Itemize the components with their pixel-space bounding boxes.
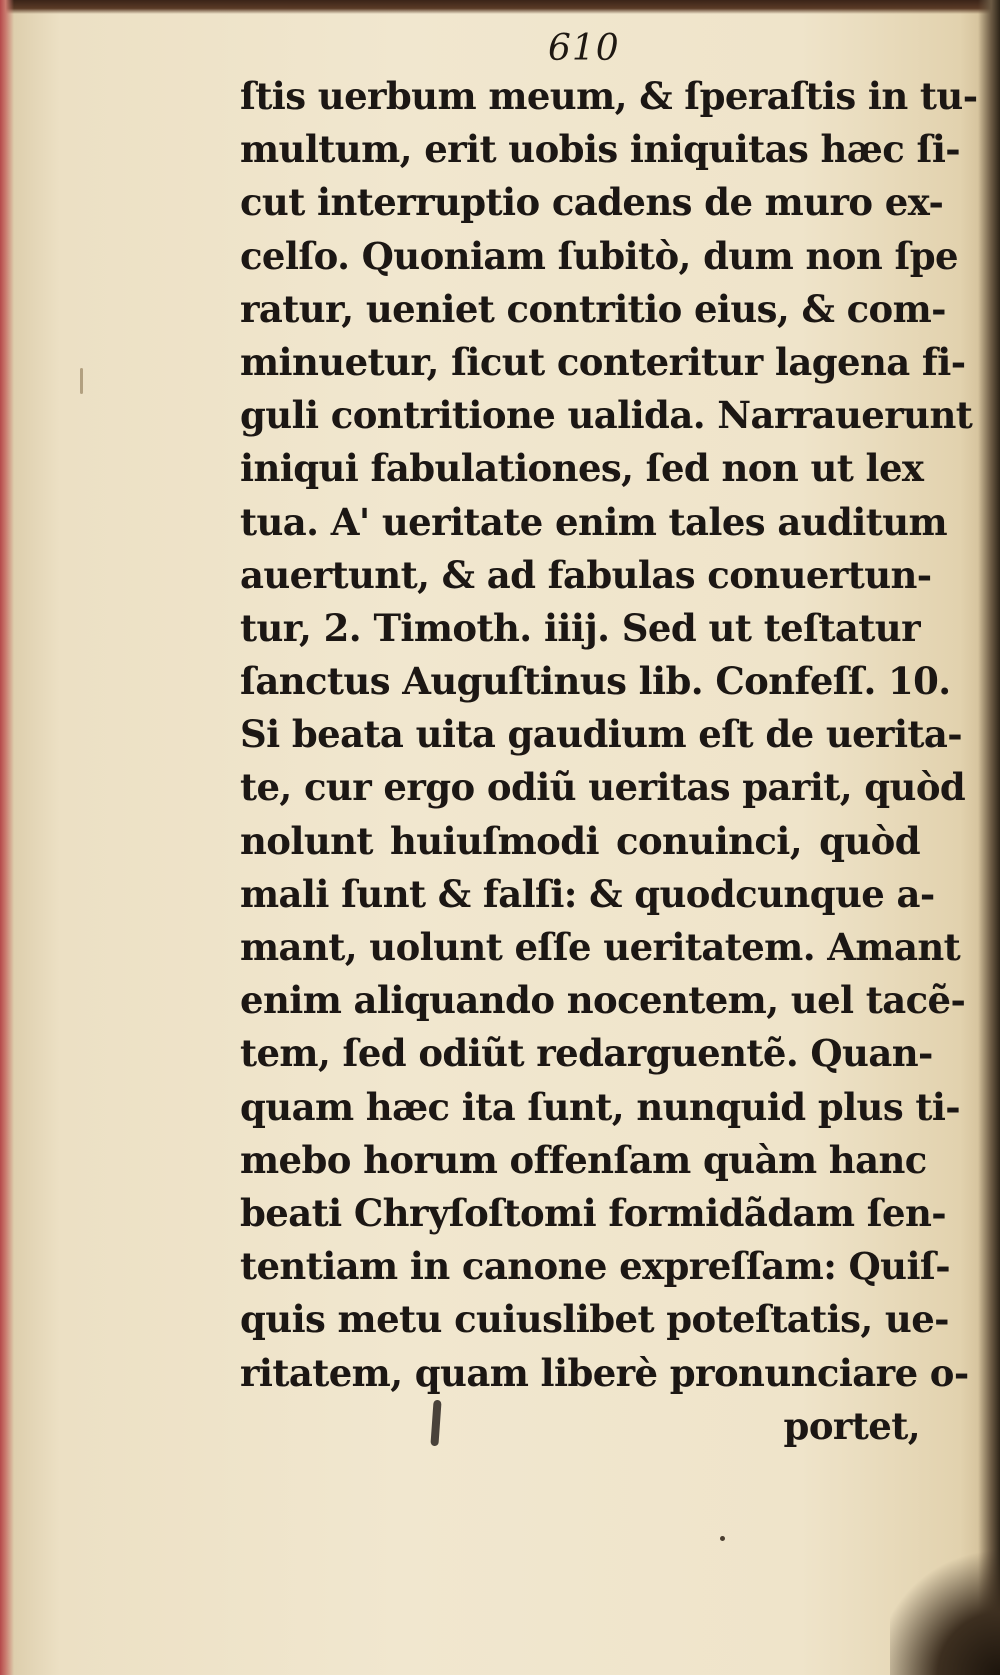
text-line: celſo. Quoniam ſubitò, dum non ſpe <box>240 233 958 278</box>
text-line: beati Chryſoſtomi formidãdam ſen- <box>240 1190 947 1235</box>
page-right-edge <box>978 0 1000 1675</box>
text-line: mebo horum offenſam quàm hanc <box>240 1137 927 1182</box>
text-line: enim aliquando nocentem, uel tacẽ- <box>240 978 966 1023</box>
text-line: multum, erit uobis iniquitas hæc ſi- <box>240 127 961 172</box>
text-line: minuetur, ſicut conteritur lagena fi- <box>240 339 966 384</box>
text-line: Si beata uita gaudium eſt de uerita- <box>240 712 963 757</box>
ink-dot <box>720 1536 725 1541</box>
text-line: guli contritione ualida. Narrauerunt <box>240 393 973 438</box>
text-line: quam hæc ita ſunt, nunquid plus ti- <box>240 1084 961 1129</box>
page-top-edge <box>0 0 1000 14</box>
text-line: ſtis uerbum meum, & ſperaſtis in tu- <box>240 74 978 118</box>
text-block <box>240 70 978 1453</box>
text-line: tentiam in canone expreſſam: Quiſ- <box>240 1244 950 1289</box>
text-line: ritatem, quam liberè pronunciare o- <box>240 1350 969 1395</box>
text-line: tem, ſed odiũt redarguentẽ. Quan- <box>240 1031 933 1076</box>
text-line: tua. A' ueritate enim tales auditum <box>240 499 948 544</box>
page-number: 610 <box>548 28 620 69</box>
binding-left-edge <box>0 0 14 1675</box>
text-line: ratur, ueniet contritio eius, & com- <box>240 286 946 331</box>
text-line: cut interruptio cadens de muro ex- <box>240 180 944 225</box>
text-line: mant, uolunt eſſe ueritatem. Amant <box>240 925 961 969</box>
text-line: mali ſunt & falſi: & quodcunque a- <box>240 871 935 916</box>
text-line: nolunt huiuſmodi conuinci, quòd <box>240 818 920 863</box>
text-line: iniqui fabulationes, ſed non ut lex <box>240 446 924 491</box>
page-corner-shadow <box>890 1535 1000 1675</box>
text-line: auertunt, & ad fabulas conuertun- <box>240 552 932 597</box>
text-line: tur, 2. Timoth. iiij. Sed ut teſtatur <box>240 605 920 650</box>
text-line: ſanctus Auguſtinus lib. Confeſſ. 10. <box>240 659 951 704</box>
text-line: te, cur ergo odiũ ueritas parit, quòd <box>240 765 966 810</box>
text-line: quis metu cuiuslibet poteſtatis, ue- <box>240 1297 949 1342</box>
catchword-line: portet, <box>783 1403 920 1448</box>
margin-mark <box>80 368 83 394</box>
